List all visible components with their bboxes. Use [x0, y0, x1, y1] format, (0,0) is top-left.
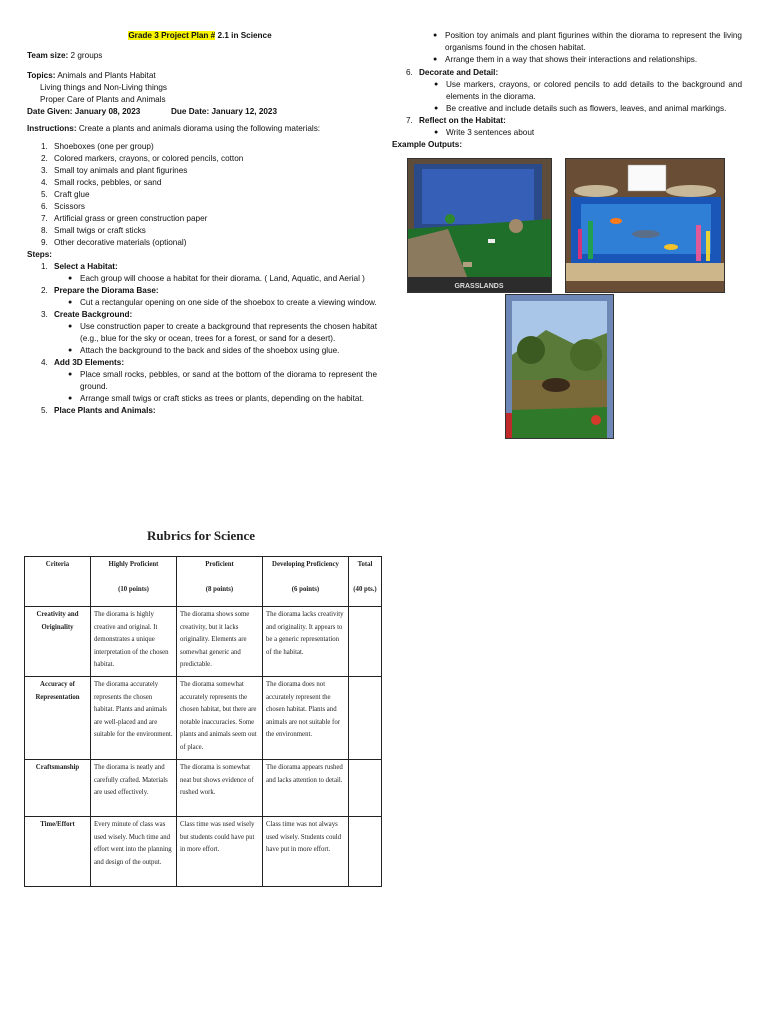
header-total: Total (40 pts.) [349, 557, 382, 607]
total-cell [349, 677, 382, 760]
materials-list [27, 141, 377, 249]
steps-label: Steps: [27, 250, 53, 259]
table-row [25, 817, 382, 887]
table-cell: The diorama lacks creativity and originality. It appears to be a generic representation of the habitat. [263, 607, 349, 677]
steps-list [27, 261, 377, 417]
grassland-diorama-photo [407, 158, 552, 293]
criteria-cell: Creativity and Originality [25, 607, 91, 677]
list-item: 7. Artificial grass or green construction paper [41, 214, 208, 223]
step-bullet: ● Be creative and include details such as flowers, leaves, and animal markings. [434, 104, 727, 113]
example-outputs-label: Example Outputs: [392, 140, 463, 149]
list-item: 5. Craft glue [41, 190, 90, 199]
table-cell: The diorama is highly creative and original. It demonstrates a unique interpretation of the chosen habitat. [91, 607, 177, 677]
forest-diorama-photo [505, 294, 614, 439]
list-item: 9. Other decorative materials (optional) [41, 238, 187, 247]
step-bullet: ● Arrange them in a way that shows their interactions and relationships. [433, 55, 698, 64]
forest-diorama-image [506, 295, 613, 438]
step-item: 4. Add 3D Elements: ● Place small rocks, pebbles, or sand at the bottom of the diorama to represent the ground. ● Arrange small twigs or craft sticks as trees or plants, depending on the habitat. [41, 358, 377, 403]
criteria-cell: Time/Effort [25, 817, 91, 887]
step-bullet: ● Use markers, crayons, or colored pencils to add details to the background and elements in the diorama. [434, 80, 742, 101]
right-column [392, 30, 742, 151]
step-bullet: ● Each group will choose a habitat for their diorama. ( Land, Aquatic, and Aerial ) [68, 274, 365, 283]
step-item: 3. Create Background: ● Use construction paper to create a background that represents the chosen habitat (e.g., blue for the sky or ocean, trees for a forest, or sand for a desert). ● Attach the background to the back and sides of the shoebox using glue. [41, 310, 377, 355]
table-cell: The diorama accurately represents the chosen habitat. Plants and animals are well-placed and are suitable for the environment. [91, 677, 177, 760]
table-row [25, 607, 382, 677]
grassland-diorama-image [408, 159, 551, 292]
step-item: 1. Select a Habitat: ● Each group will choose a habitat for their diorama. ( Land, Aquatic, and Aerial ) [41, 261, 377, 285]
title-highlight: Grade 3 Project Plan # [128, 31, 216, 40]
table-row [25, 760, 382, 817]
instructions-text: Create a plants and animals diorama using the following materials: [76, 124, 321, 133]
step-bullet: ● Use construction paper to create a background that represents the chosen habitat (e.g., blue for the sky or ocean, trees for a forest, or sand for a desert). [68, 322, 377, 343]
table-cell: Class time was used wisely but students could have put in more effort. [177, 817, 263, 887]
total-cell [349, 817, 382, 887]
list-item: 1. Shoeboxes (one per group) [41, 142, 154, 151]
aquatic-diorama-image [566, 159, 724, 292]
table-row [25, 677, 382, 760]
rubric-table [24, 556, 382, 887]
date-given: Date Given: January 08, 2023 [27, 107, 141, 116]
dates-row [27, 106, 377, 118]
table-cell: Every minute of class was used wisely. Much time and effort went into the planning and design of the output. [91, 817, 177, 887]
step-bullet: ● Position toy animals and plant figurines within the diorama to represent the living organisms found in the chosen habitat. [433, 31, 742, 52]
header-highly-proficient: Highly Proficient (10 points) [91, 557, 177, 607]
list-item: 6. Scissors [41, 202, 85, 211]
table-cell: The diorama shows some creativity, but it lacks originality. Elements are somewhat generic and predictable. [177, 607, 263, 677]
total-cell [349, 607, 382, 677]
instructions-label: Instructions: [27, 124, 77, 133]
due-date: Due Date: January 12, 2023 [171, 107, 278, 116]
topic-item: Living things and Non-Living things [40, 83, 167, 92]
criteria-cell: Craftsmanship [25, 760, 91, 817]
topic-item: Animals and Plants Habitat [57, 71, 156, 80]
total-cell [349, 760, 382, 817]
table-cell: The diorama somewhat accurately represents the chosen habitat, but there are notable inaccuracies. Some plants and animals seem out of place. [177, 677, 263, 760]
table-cell: The diorama is neatly and carefully crafted. Materials are used effectively. [91, 760, 177, 817]
step-item: 5. Place Plants and Animals: [41, 406, 156, 415]
topics-label: Topics: [27, 71, 56, 80]
step-bullet: ● Attach the background to the back and sides of the shoebox using glue. [68, 346, 340, 355]
header-proficient: Proficient (8 points) [177, 557, 263, 607]
aquatic-diorama-photo [565, 158, 725, 293]
step-item: 2. Prepare the Diorama Base: ● Cut a rectangular opening on one side of the shoebox to create a viewing window. [41, 286, 377, 307]
table-cell: The diorama is somewhat neat but shows evidence of rushed work. [177, 760, 263, 817]
table-cell: The diorama does not accurately represent the chosen habitat. Plants and animals are not suitable for the environment. [263, 677, 349, 760]
list-item: 4. Small rocks, pebbles, or sand [41, 178, 162, 187]
table-header-row [25, 557, 382, 607]
table-cell: Class time was not always used wisely. Students could have put in more effort. [263, 817, 349, 887]
header-developing-proficiency: Developing Proficiency (6 points) [263, 557, 349, 607]
grasslands-caption: GRASSLANDS [454, 283, 504, 290]
table-cell: The diorama appears rushed and lacks attention to detail. [263, 760, 349, 817]
left-column [27, 30, 377, 417]
step-bullet: ● Place small rocks, pebbles, or sand at the bottom of the diorama to represent the ground. [68, 370, 377, 391]
header-criteria: Criteria [25, 557, 91, 607]
topic-item: Proper Care of Plants and Animals [40, 95, 166, 104]
title-rest: 2.1 in Science [215, 31, 272, 40]
list-item: 8. Small twigs or craft sticks [41, 226, 146, 235]
step-bullet: ● Write 3 sentences about [434, 128, 535, 137]
step-bullet: ● Cut a rectangular opening on one side of the shoebox to create a viewing window. [68, 298, 377, 307]
topics [27, 70, 377, 82]
page-title [25, 30, 375, 42]
team-size-value: 2 groups [68, 51, 103, 60]
list-item: 3. Small toy animals and plant figurines [41, 166, 188, 175]
instructions [27, 123, 377, 135]
step-bullet: ● Arrange small twigs or craft sticks as trees or plants, depending on the habitat. [68, 394, 364, 403]
step-item: 6. Decorate and Detail: ● Use markers, crayons, or colored pencils to add details to the background and elements in the diorama. ● Be creative and include details such as flowers, leaves, and animal markings. [406, 68, 742, 113]
step-item: 7. Reflect on the Habitat: ● Write 3 sentences about [392, 115, 742, 139]
team-size-label: Team size: [27, 51, 69, 60]
list-item: 2. Colored markers, crayons, or colored pencils, cotton [41, 154, 244, 163]
criteria-cell: Accuracy of Representation [25, 677, 91, 760]
team-size [27, 50, 377, 62]
rubric-title: Rubrics for Science [147, 528, 256, 543]
